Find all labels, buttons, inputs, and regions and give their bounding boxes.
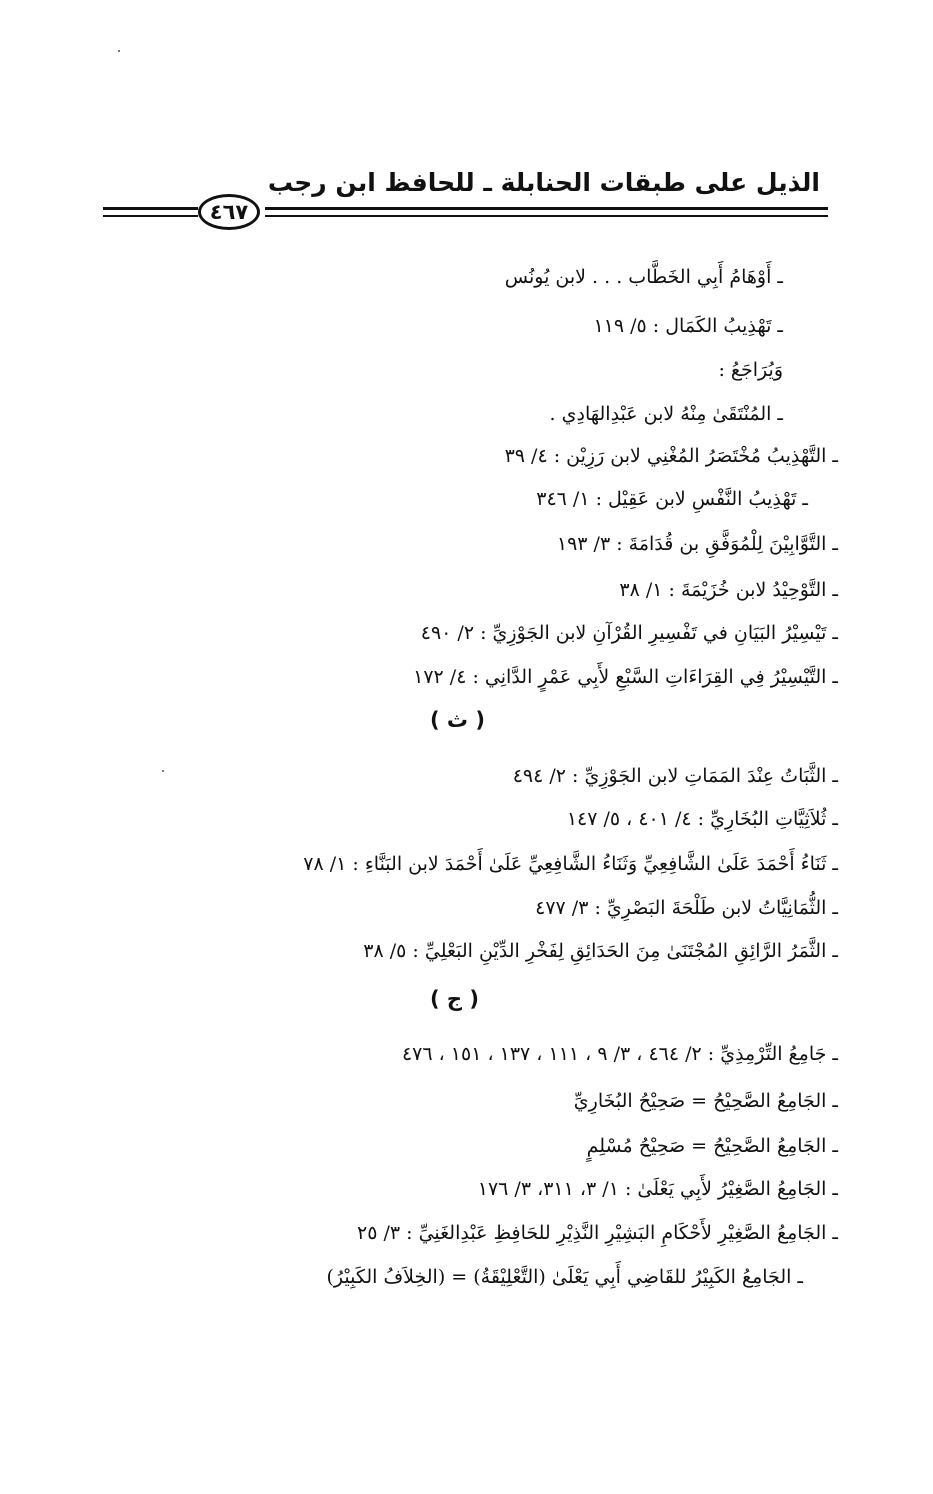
entry-line: ـ الجَامِعُ الصَّحِيْحُ = صَحِيْحُ البُخَارِيِّ (573, 1090, 838, 1112)
entry-line: ـ الجَامِعُ الكَبِيْرُ للقَاضِي أَبِي يَعْلَىٰ (التَّعْلِيْقَةُ) = (الخِلاَفُ الكَبِيْرُ) (326, 1266, 803, 1288)
entry-line: ـ التَّهْذِيبُ مُخْتَصَرُ المُغْنِي لابن رَزِيْن : ٤/ ٣٩ (504, 445, 838, 467)
section-heading-tha: ( ث ) (430, 708, 485, 732)
entry-line: ـ التَّيْسِيْرُ فِي القِرَاءَاتِ السَّبْعِ لأَبِي عَمْرٍ الدَّانِي : ٤/ ١٧٢ (413, 666, 838, 688)
entry-line: ـ الثُّمَانِيَّاتُ لابن طَلْحَةَ البَصْرِيِّ : ٣/ ٤٧٧ (535, 897, 838, 919)
header-rule-right-bottom (265, 215, 828, 217)
header-rule-left-bottom (103, 215, 198, 217)
entry-line: ـ التَّوْحِيْدُ لابن خُزَيْمَةَ : ١/ ٣٨ (619, 579, 838, 601)
header-rule-right-top (265, 207, 828, 210)
entry-line: ـ الثَّبَاتُ عِنْدَ المَمَاتِ لابن الجَوْزِيِّ : ٢/ ٤٩٤ (512, 765, 838, 787)
entry-line: ـ الجَامِعُ الصَّغِيْرِ لأَحْكَامِ البَشِيْرِ النَّذِيْرِ للحَافِظِ عَبْدِالغَنِيِّ : ٣/ ٢٥ (357, 1222, 838, 1244)
running-header-title: الذيل على طبقات الحنابلة ـ للحافظ ابن رجب (267, 168, 820, 197)
section-heading-jim: ( ج ) (430, 987, 479, 1011)
header-rule-left-top (103, 207, 198, 210)
scan-speck (118, 50, 120, 52)
scan-speck (162, 770, 164, 772)
entry-line: ـ ثَنَاءُ أَحْمَدَ عَلَىٰ الشَّافِعِيِّ وَثَنَاءُ الشَّافِعِيِّ عَلَىٰ أَحْمَدَ لابن البَنَّاءِ : ١/ ٧٨ (303, 853, 838, 875)
entry-line: ـ تَيْسِيْرُ البَيَانِ في تَفْسِيرِ القُرْآنِ لابن الجَوْزِيِّ : ٢/ ٤٩٠ (420, 622, 838, 644)
entry-line: ـ أَوْهَامُ أَبِي الخَطَّاب . . . لابن يُونُس (504, 266, 783, 288)
entry-line: ـ تَهْذِيبُ الكَمَال : ٥/ ١١٩ (593, 315, 783, 337)
page-number: ٤٦٧ (198, 194, 260, 230)
entry-line: ـ المُنْتَقَىٰ مِنْهُ لابن عَبْدِالهَادِي . (549, 403, 783, 425)
entry-line: ـ الجَامِعُ الصَّغِيْرُ لأَبِي يَعْلَىٰ : ١/ ٣، ٣١١، ٣/ ١٧٦ (477, 1178, 838, 1200)
entry-line: ـ التَّوَّابِيْنَ لِلْمُوَفَّقِ بن قُدَامَةَ : ٣/ ١٩٣ (556, 533, 838, 555)
entry-line: ـ ثُلاَثِيَّاتِ البُخَارِيِّ : ٤/ ٤٠١ ، ٥/ ١٤٧ (566, 808, 838, 830)
entry-line: ـ الثَّمَرُ الرَّائِقِ المُجْتَنَىٰ مِنَ الحَدَائِقِ لِفَخْرِ الدِّيْنِ البَعْلِيِّ : ٥/ ٣٨ (363, 940, 838, 962)
entry-line: ـ الجَامِعُ الصَّحِيْحُ = صَحِيْحُ مُسْلِمٍ (586, 1135, 838, 1157)
entry-line: ـ تَهْذِيبُ النَّفْسِ لابن عَقِيْل : ١/ ٣٤٦ (536, 488, 808, 510)
entry-line: ـ جَامِعُ التِّرْمِذِيِّ : ٢/ ٤٦٤ ، ٣/ ٩ ، ١١١ ، ١٣٧ ، ١٥١ ، ٤٧٦ (401, 1043, 838, 1065)
entry-line: وَيُرَاجَعُ : (718, 359, 783, 381)
